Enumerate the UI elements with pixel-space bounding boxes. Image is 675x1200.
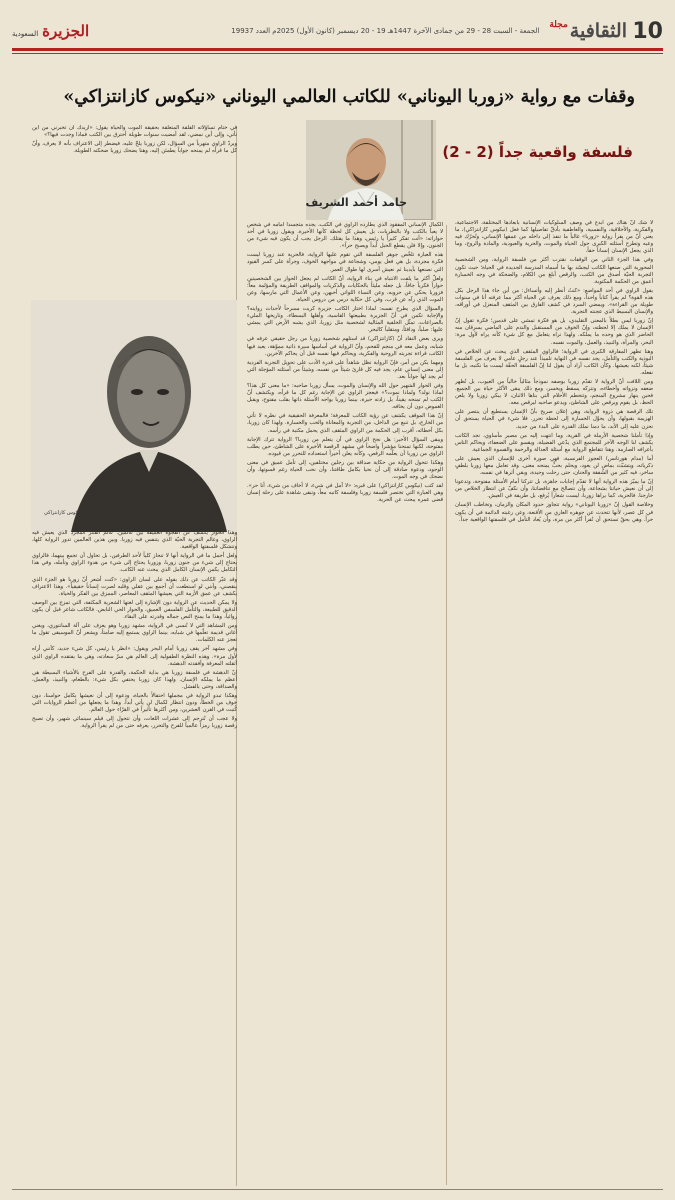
section-name: الثقافية (569, 20, 627, 42)
paragraph: ويردّ الراوي متهرباً من السؤال، لكن زوربا يلحّ عليه، فيضطر إلى الاعتراف بأنه لا يعرف، وأنّ كل ما قرأه لم يمنحه جواباً يطمئن إليه، وهنا يضحك زوربا ضحكته الطويلة. (32, 141, 237, 155)
masthead-rule-thin (12, 53, 663, 54)
paragraph: لا شكّ أنّ هناك من أبدع في وصف السلوكيات الإنسانية بأبعادها المختلفة، الاجتماعية، والفكرية، والأخلاقية، والنفسية، والعاطفية بأدقّ تفاصيلها كما فعل (نيكوس كازانتزاكي)، ما يعني أنّ من يقرأ رواية «زوربا» غالباً ما تنفذ إلى داخله من عمقها الإنساني، وتُحرّك فيه وعيه وتطرح أسئلته الكبرى حول الحياة والموت، والحرية والعبودية، والمادة والروح، وما الذي يجعل الإنسان إنساناً حقاً. (455, 220, 653, 255)
paragraph: وهنا تظهر المفارقة الكبرى في الرواية؛ فالراوي المثقف الذي يبحث عن الخلاص في البوذية والكتب والتأمل، يجد نفسه في النهاية تلميذاً عند رجلٍ عامي لا يعرف من الفلسفة شيئاً، لكنه يعيشها. وكأن الكاتب أراد أن يقول لنا إنّ الفلسفة الحقّة ليست ما نكتبه، بل ما نفعله. (455, 348, 653, 376)
paragraph: وخلاصة القول إنّ «زوربا اليوناني» رواية تتجاوز حدود المكان والزمان، وتخاطب الإنسان في كل عصر، لأنها تتحدث عن جوهره العاري من الأقنعة، وعن رغبته الدائمة في أن يكون حراً. وهي بحقّ تستحق أن تُقرأ أكثر من مرة، وأن يُعاد التأمل في فلسفتها الواقعية جداً. (455, 502, 653, 523)
paragraph: ويبقى السؤال الأخير: هل نجح الراوي في أن يتعلم من زوربا؟ الرواية تترك الإجابة مفتوحة، لكنها تمنحنا مؤشراً واضحاً في مشهد الرقصة الأخيرة على الشاطئ، حين يطلب الراوي من زوربا أن يعلّمه الرقص، وكأنه يعلن أخيراً استعداده للتحرر من قيوده. (247, 436, 443, 457)
newspaper-logo (12, 22, 89, 40)
paragraph: وفي مشهد آخر يقف زوربا أمام البحر ويقول: «انظر يا رئيس، كل شيء جديد، كأنني أراه لأول مرة». وهذه النظرة الطفولية إلى العالم هي سرّ سعادته، وهي ما يفتقده الراوي الذي أثقلته المعرفة وأفقدته الدهشة. (32, 646, 237, 667)
writer-portrait-icon (31, 300, 237, 532)
paragraph: إنّ هذا الموقف يكشف عن رؤية الكاتب للمعرفة؛ فالمعرفة الحقيقية في نظره لا تأتي من الخارج، بل تنبع من الداخل، من التجربة والمعاناة والحب والخسارة. ولهذا كان زوربا، بكل أخطائه، أقرب إلى الحكمة من الراوي المثقف الذي يحمل مكتبة في رأسه. (247, 413, 443, 434)
paragraph: ولعل أجمل ما في الرواية أنها لا تنحاز كلياً لأحد الطرفين، بل تحاول أن تجمع بينهما، فالراوي يحتاج إلى شيء من جنون زوربا، وزوربا يحتاج إلى شيء من هدوء الراوي وتأمله، وفي هذا التكامل يكمن الإنسان الكامل الذي يبحث عنه الكاتب. (32, 553, 237, 574)
photo-caption: نيكوس كازانتزاكي (44, 510, 82, 516)
article-column-1 (455, 220, 653, 1188)
paragraph: ومهما يكن من أمر، فإنّ الرواية تظل شاهداً على قدرة الأدب على تحويل التجربة الفردية إلى معنى إنساني عام، يجد فيه كل قارئ شيئاً من نفسه، وشيئاً من أسئلته المؤجلة التي لم يجد لها جواباً بعد. (247, 359, 443, 380)
paragraph: هذه العبارة تلخّص جوهر الفلسفة التي تقوم عليها الرواية، فالحرية عند زوربا ليست فكرة مجردة، بل هي فعل يومي، وشجاعة في مواجهة الخوف، وجرأة على كسر القيود التي نصنعها بأيدينا ثم نعيش أسرى لها طوال العمر. (247, 252, 443, 273)
paragraph: وهكذا تتحول الرواية من حكاية صداقة بين رجلين مختلفين، إلى تأمل عميق في معنى الوجود، ودعوة صادقة إلى أن نحيا بكامل طاقتنا، وأن نحب الحياة رغم قسوتها، وأن نضحك في وجه الموت. (247, 459, 443, 481)
paragraph: ولا يمكن الحديث عن الرواية دون الإشارة إلى لغتها الشعرية المكثفة، التي تمزج بين الوصف الدقيق للطبيعة، والتأمل الفلسفي العميق، والحوار الحي النابض. فالكاتب شاعر قبل أن يكون روائياً، وهذا ما يمنح النص جماله وقدرته على البقاء. (32, 599, 237, 621)
paragraph: ومن المشاهد التي لا تُنسى في الرواية، مشهد زوربا وهو يعزف على آلة السانتوري، ويغني أغاني قديمة تعلّمها في شبابه، بينما الراوي يستمع إليه صامتاً، ويشعر أنّ الموسيقى تقول ما تعجز عنه الكلمات. (32, 623, 237, 644)
paragraph: وإذا تأملنا شخصية الأرملة في القرية، وما انتهت إليه من مصير مأساوي، نجد الكاتب يكشف لنا الوجه الآخر للمجتمع الذي يدّعي الفضيلة، ويقسو على الضعفاء، ويحاكم الناس بأعرافه الصارمة. وهنا تتقاطع الرواية مع أسئلة العدالة والرحمة والقسوة الجماعية. (455, 432, 653, 453)
paragraph: أما (مدام هورتانس) العجوز الفرنسية، فهي صورة أخرى للإنسان الذي يعيش على ذكرياته، ويتشبّث بماضٍ لن يعود، ويحلم بحبٍّ يمنحه معنى. وقد تعامل معها زوربا بلطفٍ ساخر، فيه كثير من الشفقة والحنان، حتى رحلت وحيدة، وبقي أثرها في نفسه. (455, 455, 653, 477)
paragraph: وفي هذا الجزء الثاني من الوقفات نقترب أكثر من فلسفة الرواية، ومن الشخصية المحورية التي صنعها الكاتب ليجسّد بها ما أسماه المدرسة الجديدة في الحياة؛ حيث تكون التجربة الحيّة أصدق من الكتب، والرقص أبلغ من الكلام، والضحكة في وجه الخسارة أعمق من الحكمة المكتوبة. (455, 257, 653, 285)
paragraph: ومن اللافت أنّ الرواية لا تقدّم زوربا بوصفه نموذجاً مثالياً خالياً من العيوب، بل تُظهر ضعفه ونزواته وأخطاءه، وتتركه يسقط ويخسر، ومع ذلك يبقى الأكثر حياة بين الجميع. فحين ينهار مشروع المنجم، وتتحطم الأحلام التي بناها الاثنان، لا يبكي زوربا ولا يلعن الحظ، بل يقوم ويرقص على الشاطئ، ويدعو صاحبه ليرقص معه. (455, 378, 653, 407)
paragraph: وقد عبّر الكاتب عن ذلك بقوله على لسان الراوي: «كنت أشعر أنّ زوربا هو الجزء الذي ينقصني، وأنني لو استطعت أن أجمع بين عقلي وقلبه لصرت إنساناً حقيقياً». وهذا الاعتراف يكشف عن عمق الأزمة التي يعيشها المثقف المعاصر، الممزق بين الفكر والحياة. (32, 576, 237, 597)
article-column-3 (32, 530, 237, 1188)
paragraph: ولا عجب أن تُترجم إلى عشرات اللغات، وأن تتحول إلى فيلم سينمائي شهير، وأن تصبح رقصة زوربا رمزاً عالمياً للفرح والتحرر، يعرفه حتى من لم يقرأ الرواية. (32, 716, 237, 730)
article-column-3-top (32, 125, 237, 285)
paragraph: يقول الراوي في أحد المواضع: «كنتُ أنظر إليه وأتساءل: من أين جاء هذا الرجل بكل هذه القوة؟ لم يقرأ كتاباً واحداً، ومع ذلك يعرف عن الحياة أكثر مما عرفته أنا في سنوات طويلة من القراءة». ويمضي السرد في كشف الفارق بين المثقف المنعزل في أوراقه، والإنسان البسيط الذي عجنته التجربة. (455, 287, 653, 316)
page-number: 10 (632, 18, 663, 44)
paragraph: إنّ الدهشة في فلسفة زوربا هي بداية الحكمة، والقدرة على الفرح بالأشياء البسيطة هي أعظم ما يملكه الإنسان. ولهذا كان زوربا يحتفي بكل شيء: بالطعام، والنبيذ، والعمل، والصداقة، وحتى بالفشل. (32, 669, 237, 690)
author-name: حامد أحمد الشريف (305, 196, 407, 209)
article-headline: وقفات مع رواية «زوربا اليوناني» للكاتب العالمي اليوناني «نيكوس كازانتزاكي» (63, 87, 635, 107)
paragraph: الكمال الإنساني المفقود الذي يطارده الراوي في الكتب، يجده متجسداً أمامه في شخص لا يعبأ بالكتب ولا بالنظريات، بل يعيش كل لحظة كأنها الأخيرة. ويقول زوربا في أحد حواراته: «أنت تفكر كثيراً يا رئيس، وهذا ما يقتلك. الرجل يجب أن يكون فيه شيء من الجنون، وإلا فلن يقطع الحبل أبداً ويصبح حراً». (247, 222, 443, 250)
section-tag: مجلة (549, 20, 568, 30)
paragraph: والسؤال الذي يطرح نفسه: لماذا اختار الكاتب جزيرة كريت مسرحاً لأحداث روايته؟ والإجابة تكمن في أنّ الجزيرة بطبيعتها القاسية، وأهلها البسطاء، وتاريخها المليء بالصراعات، تمثّل الخلفية المثالية لشخصية مثل زوربا، الذي يشبه الأرض التي يمشي عليها: صلباً، ودافئاً، ومتقلباً كالبحر. (247, 306, 443, 334)
paragraph: إنّ ما يميّز هذه الرواية أنها لا تقدّم إجابات جاهزة، بل تتركنا أمام الأسئلة مفتوحة، وتدعونا إلى أن نعيش حياتنا بشجاعة، وأن نتصالح مع تناقضاتنا، وأن نكفّ عن انتظار الخلاص من خارجنا. فالحرية، كما يراها زوربا، ليست شعاراً يُرفع، بل طريقة في العيش. (455, 479, 653, 500)
paragraph: في ختام تساؤلاته القلقة المتعلقة بحقيقة الموت والحياة يقول: «أريدك أن تخبرني من أين نأتي، وإلى أين نمضي، لقد أمضيت سنوات طويلة أحترق بين الكتب فماذا وجدت فيها؟» (32, 125, 237, 139)
masthead (12, 14, 663, 48)
article-subhead: فلسفة واقعية جداً (2 - 2) (442, 143, 633, 161)
paragraph: وفي الحوار الشهير حول الله والإنسان والموت، يسأل زوربا صاحبه: «ما معنى كل هذا؟ لماذا نولد؟ ولماذا نموت؟» فيعجز الراوي عن الإجابة رغم كل ما قرأه، ويكتشف أنّ الكتب لم تمنحه يقيناً، بل زادته حيرة، بينما زوربا يواجه الأسئلة ذاتها بقلب مفتوح، ويقبل الغموض دون أن يخافه. (247, 382, 443, 411)
logo-subtitle: السعودية (12, 30, 39, 38)
column-divider (446, 225, 447, 1185)
article-column-2 (247, 222, 443, 1188)
paragraph: ويرى بعض النقاد أنّ (كازانتزاكي) قد استلهم شخصية زوربا من رجل حقيقي عرفه في شبابه، وعمل معه في منجم للفحم، وأنّ الرواية في أساسها سيرة ذاتية مموّهة، يعيد فيها الكاتب قراءة تجربته الروحية والفكرية، ويحاكم فيها نفسه قبل أن يحاكم الآخرين. (247, 336, 443, 357)
paragraph: تلك الرقصة هي ذروة الرواية، وهي إعلان صريح بأنّ الإنسان يستطيع أن ينتصر على الهزيمة بقبولها، وأن يحوّل الخسارة إلى لحظة تحرر. فلا شيء في الحياة يستحق أن نحزن عليه إلى الأبد، ما دمنا نملك القدرة على البدء من جديد. (455, 409, 653, 430)
paragraph: لقد كتب (نيكوس كازانتزاكي) على قبره: «لا آمل في شيء، لا أخاف من شيء، أنا حر». وهي العبارة التي تختصر فلسفة زوربا وفلسفة كاتبه معاً، وتبقى شاهدة على رحلة إنسان قضى عمره يبحث عن الحرية. (247, 483, 443, 504)
paragraph: إنّ زوربا ليس بطلاً بالمعنى التقليدي، بل هو فكرة تمشي على قدمين؛ فكرة تقول إنّ الإنسان لا يملك إلا لحظته، وإنّ الخوف من المستقبل والندم على الماضي يسرقان منه الحاضر الذي هو وحده ما يملكه. ولهذا نراه يتعامل مع كل شيء كأنه يراه لأول مرة: البحر، والمرأة، والنبيذ، والعمل، والموت نفسه. (455, 318, 653, 346)
paragraph: وهذا الحوار يكشف عن الفجوة العميقة بين عالمين: عالم الفكر المجرد الذي يعيش فيه الراوي، وعالم التجربة الحيّة الذي يتنفس فيه زوربا. وبين هذين العالمين تدور الرواية كلها، وتتشكل فلسفتها الواقعية. (32, 530, 237, 551)
dateline: الجمعة - السبت 28 - 29 من جمادى الآخرة 1447هـ 19 - 20 ديسمبر (كانون الأول) 2025م العدد 19937 (231, 27, 540, 35)
writer-photo (31, 300, 237, 532)
footer-rule (12, 1189, 663, 1190)
section-title (549, 20, 627, 42)
masthead-rule-red (12, 48, 663, 51)
paragraph: ولعلّ أكثر ما يلفت الانتباه في بناء الرواية، أنّ الكاتب لم يجعل الحوار بين الشخصيتين حواراً فكرياً جافاً، بل جعله مليئاً بالحكايات والذكريات والمواقف الطريفة والمؤلمة معاً؛ فزوربا يحكي عن حروبه، وعن النساء اللواتي أحبهن، وعن الأعمال التي مارسها، وعن الموت الذي رآه عن قرب، وفي كل حكاية درس من دروس الحياة. (247, 275, 443, 303)
logo-text: الجزيرة (42, 22, 90, 40)
paragraph: وهكذا تبدو الرواية في مجملها احتفالاً بالحياة، ودعوة إلى أن نعيشها بكامل حواسنا، دون خوف من الخطأ، ودون انتظار لكمال لن يأتي أبداً. وهذا ما يجعلها من أعظم الروايات التي كُتبت في القرن العشرين، ومن أكثرها تأثيراً في القرّاء حول العالم. (32, 692, 237, 714)
